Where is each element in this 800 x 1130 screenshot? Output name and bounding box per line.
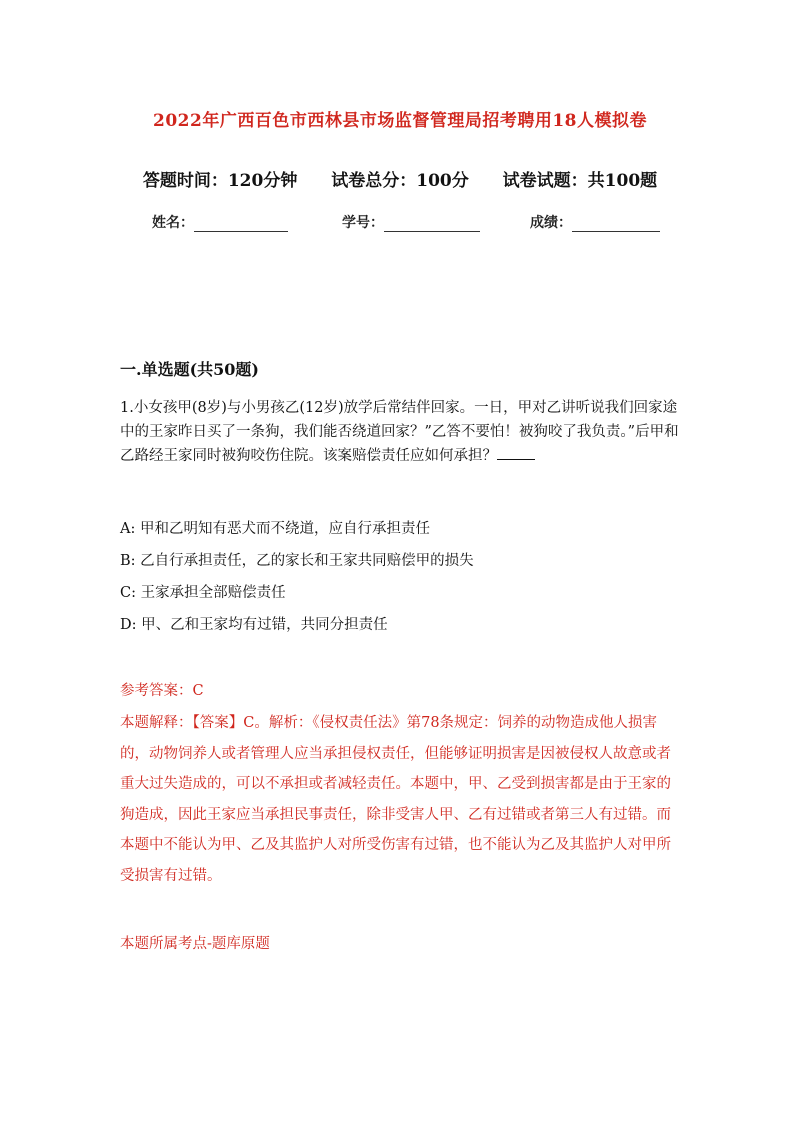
exam-info bbox=[0, 166, 800, 191]
student-id-field bbox=[342, 212, 480, 232]
exam-question-count: 试卷试题：共100题 bbox=[502, 171, 658, 191]
exam-total-score: 试卷总分：100分 bbox=[331, 171, 469, 191]
option-d: D: 甲、乙和王家均有过错，共同分担责任 bbox=[120, 617, 388, 633]
score-blank bbox=[572, 217, 660, 232]
name-field bbox=[152, 212, 288, 232]
question-stem: 1.小女孩甲(8岁)与小男孩乙(12岁)放学后常结伴回家。一日，甲对乙讲听说我们回家途中的王家昨日买了一条狗，我们能否绕道回家？”乙答不要怕！被狗咬了我负责。”后甲和乙路经王家同时被狗咬伤住院。该案赔偿责任应如何承担？ bbox=[120, 400, 679, 464]
exam-time: 答题时间：120分钟 bbox=[142, 171, 298, 191]
section-title: 一.单选题(共50题) bbox=[120, 360, 259, 379]
option-list bbox=[120, 519, 680, 647]
reference-answer: 参考答案：C bbox=[120, 683, 204, 699]
name-label: 姓名： bbox=[152, 215, 194, 231]
name-blank bbox=[194, 217, 288, 232]
score-label: 成绩： bbox=[530, 215, 572, 231]
question-source: 本题所属考点-题库原题 bbox=[120, 936, 270, 952]
option-c: C: 王家承担全部赔偿责任 bbox=[120, 585, 286, 601]
score-field bbox=[530, 212, 660, 232]
question-text bbox=[120, 396, 680, 468]
student-id-blank bbox=[384, 217, 480, 232]
answer-explanation: 本题解释：【答案】C。解析：《侵权责任法》第78条规定：饲养的动物造成他人损害的，动物饲养人或者管理人应当承担侵权责任，但能够证明损害是因被侵权人故意或者重大过失造成的，可以不承担或者减轻责任。本题中，甲、乙受到损害都是由于王家的狗造成，因此王家应当承担民事责任，除非受害人甲、乙有过错或者第三人有过错。而本题中不能认为甲、乙及其监护人对所受伤害有过错，也不能认为乙及其监护人对甲所受损害有过错。 bbox=[120, 715, 671, 884]
option-b: B: 乙自行承担责任，乙的家长和王家共同赔偿甲的损失 bbox=[120, 553, 474, 569]
answer-blank bbox=[497, 445, 535, 460]
exam-title: 2022年广西百色市西林县市场监督管理局招考聘用18人模拟卷 bbox=[153, 111, 647, 131]
student-id-label: 学号： bbox=[342, 215, 384, 231]
option-a: A: 甲和乙明知有恶犬而不绕道，应自行承担责任 bbox=[120, 521, 430, 537]
